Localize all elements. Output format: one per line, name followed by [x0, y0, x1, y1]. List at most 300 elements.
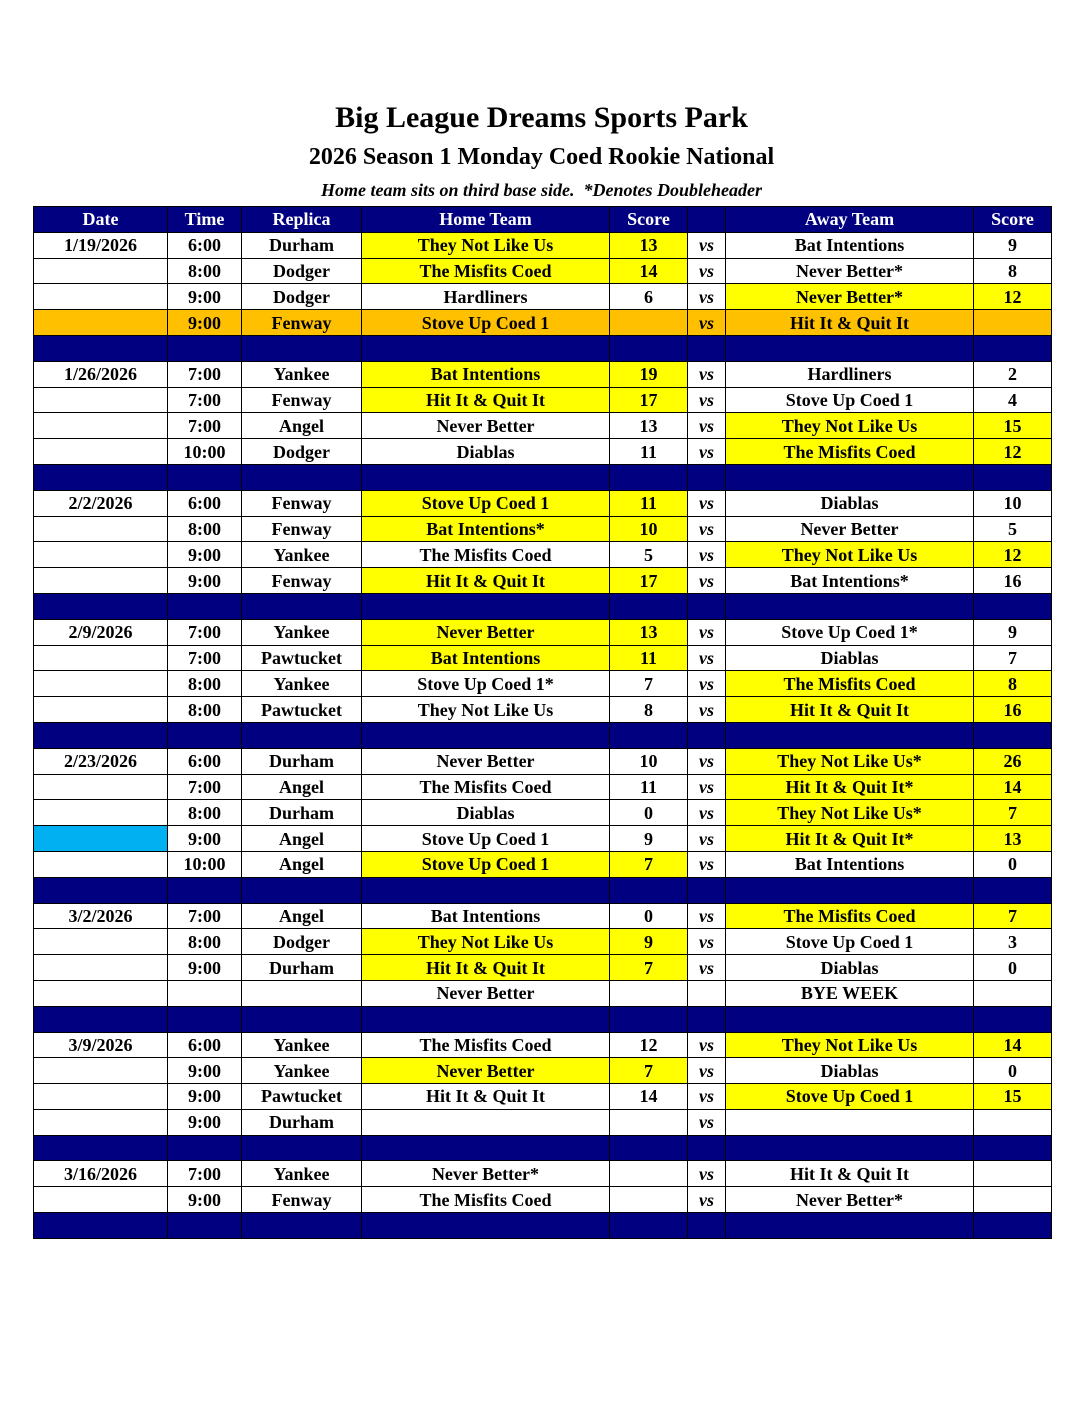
date-cell [34, 929, 168, 955]
table-row [34, 310, 1052, 336]
date-cell [34, 387, 168, 413]
home-score-cell [610, 1187, 688, 1213]
separator-cell [726, 335, 974, 361]
away-score-cell: 9 [974, 619, 1052, 645]
time-cell: 7:00 [168, 619, 242, 645]
replica-cell: Dodger [242, 284, 362, 310]
home-team-cell: Never Better [362, 1058, 610, 1084]
separator-cell [168, 722, 242, 748]
time-cell: 9:00 [168, 284, 242, 310]
vs-cell: vs [688, 826, 726, 852]
vs-cell: vs [688, 361, 726, 387]
table-header-row [34, 207, 1052, 233]
away-score-cell: 8 [974, 258, 1052, 284]
replica-cell: Dodger [242, 439, 362, 465]
away-score-cell: 12 [974, 439, 1052, 465]
time-cell: 9:00 [168, 1187, 242, 1213]
separator-cell [688, 593, 726, 619]
time-cell: 9:00 [168, 568, 242, 594]
table-row [34, 748, 1052, 774]
page-title: Big League Dreams Sports Park [335, 101, 748, 134]
date-cell: 3/9/2026 [34, 1032, 168, 1058]
time-cell: 8:00 [168, 929, 242, 955]
table-row [34, 516, 1052, 542]
away-score-cell: 0 [974, 851, 1052, 877]
replica-cell [242, 980, 362, 1006]
away-team-cell: Hit It & Quit It [726, 310, 974, 336]
home-score-cell: 7 [610, 851, 688, 877]
separator-cell [726, 464, 974, 490]
separator-cell [688, 877, 726, 903]
replica-cell: Yankee [242, 671, 362, 697]
vs-cell: vs [688, 645, 726, 671]
home-team-cell: Diablas [362, 439, 610, 465]
date-cell: 1/19/2026 [34, 232, 168, 258]
away-score-cell: 13 [974, 826, 1052, 852]
separator-cell [242, 722, 362, 748]
home-team-cell: They Not Like Us [362, 929, 610, 955]
vs-cell: vs [688, 619, 726, 645]
separator-row [34, 1213, 1052, 1239]
vs-cell: vs [688, 284, 726, 310]
separator-cell [34, 1006, 168, 1032]
replica-cell: Yankee [242, 542, 362, 568]
time-cell: 7:00 [168, 903, 242, 929]
vs-cell: vs [688, 490, 726, 516]
away-team-cell: Hit It & Quit It [726, 697, 974, 723]
replica-cell: Angel [242, 826, 362, 852]
away-team-cell: Hit It & Quit It [726, 1161, 974, 1187]
separator-cell [974, 464, 1052, 490]
table-row [34, 697, 1052, 723]
separator-row [34, 877, 1052, 903]
table-row [34, 284, 1052, 310]
separator-cell [688, 1213, 726, 1239]
vs-cell: vs [688, 929, 726, 955]
replica-cell: Fenway [242, 1187, 362, 1213]
separator-cell [34, 335, 168, 361]
date-cell [34, 413, 168, 439]
time-cell: 9:00 [168, 1109, 242, 1135]
table-row [34, 851, 1052, 877]
time-cell: 7:00 [168, 774, 242, 800]
away-team-cell: The Misfits Coed [726, 439, 974, 465]
separator-cell [974, 1006, 1052, 1032]
separator-cell [362, 1135, 610, 1161]
date-cell [34, 955, 168, 981]
home-team-cell: Bat Intentions [362, 903, 610, 929]
separator-row [34, 335, 1052, 361]
header-away-team: Away Team [726, 207, 974, 233]
away-team-cell: The Misfits Coed [726, 671, 974, 697]
table-row [34, 826, 1052, 852]
replica-cell: Angel [242, 851, 362, 877]
date-cell [34, 258, 168, 284]
away-score-cell [974, 1161, 1052, 1187]
away-score-cell: 7 [974, 903, 1052, 929]
separator-cell [362, 722, 610, 748]
separator-cell [168, 593, 242, 619]
vs-cell: vs [688, 697, 726, 723]
date-cell: 3/2/2026 [34, 903, 168, 929]
vs-cell: vs [688, 851, 726, 877]
home-score-cell: 12 [610, 1032, 688, 1058]
vs-cell: vs [688, 955, 726, 981]
separator-cell [610, 1006, 688, 1032]
separator-cell [168, 335, 242, 361]
vs-cell: vs [688, 310, 726, 336]
table-row [34, 774, 1052, 800]
home-score-cell: 13 [610, 232, 688, 258]
home-score-cell: 0 [610, 800, 688, 826]
home-team-cell: The Misfits Coed [362, 258, 610, 284]
separator-cell [726, 877, 974, 903]
away-score-cell: 10 [974, 490, 1052, 516]
date-cell [34, 310, 168, 336]
away-score-cell: 16 [974, 568, 1052, 594]
home-score-cell: 0 [610, 903, 688, 929]
home-score-cell: 7 [610, 671, 688, 697]
vs-cell: vs [688, 1058, 726, 1084]
away-team-cell: Never Better* [726, 284, 974, 310]
away-team-cell: Stove Up Coed 1 [726, 1084, 974, 1110]
vs-cell: vs [688, 1084, 726, 1110]
separator-row [34, 593, 1052, 619]
separator-cell [726, 593, 974, 619]
date-cell [34, 671, 168, 697]
separator-cell [168, 464, 242, 490]
separator-cell [242, 1135, 362, 1161]
replica-cell: Fenway [242, 490, 362, 516]
replica-cell: Yankee [242, 361, 362, 387]
table-row [34, 903, 1052, 929]
header-date: Date [34, 207, 168, 233]
replica-cell: Angel [242, 903, 362, 929]
table-row [34, 1187, 1052, 1213]
replica-cell: Dodger [242, 258, 362, 284]
time-cell: 7:00 [168, 361, 242, 387]
table-row [34, 619, 1052, 645]
separator-cell [974, 722, 1052, 748]
separator-row [34, 722, 1052, 748]
home-score-cell: 6 [610, 284, 688, 310]
separator-cell [610, 335, 688, 361]
table-row [34, 387, 1052, 413]
table-row [34, 568, 1052, 594]
schedule-note: Home team sits on third base side. *Denotes Doubleheader [321, 180, 762, 200]
table-row [34, 361, 1052, 387]
separator-cell [34, 464, 168, 490]
away-team-cell: They Not Like Us* [726, 800, 974, 826]
time-cell: 8:00 [168, 800, 242, 826]
date-cell [34, 542, 168, 568]
table-row [34, 258, 1052, 284]
away-score-cell: 0 [974, 955, 1052, 981]
vs-cell [688, 980, 726, 1006]
home-score-cell: 11 [610, 439, 688, 465]
separator-cell [974, 1135, 1052, 1161]
away-score-cell: 0 [974, 1058, 1052, 1084]
date-cell: 3/16/2026 [34, 1161, 168, 1187]
time-cell [168, 980, 242, 1006]
away-score-cell: 26 [974, 748, 1052, 774]
separator-cell [168, 1135, 242, 1161]
home-team-cell: Bat Intentions [362, 645, 610, 671]
vs-cell: vs [688, 774, 726, 800]
separator-cell [34, 593, 168, 619]
home-team-cell: Hit It & Quit It [362, 1084, 610, 1110]
replica-cell: Fenway [242, 568, 362, 594]
header-away-score: Score [974, 207, 1052, 233]
away-team-cell: Bat Intentions* [726, 568, 974, 594]
table-row [34, 542, 1052, 568]
home-team-cell: Stove Up Coed 1 [362, 490, 610, 516]
separator-cell [688, 1006, 726, 1032]
home-score-cell [610, 1161, 688, 1187]
time-cell: 9:00 [168, 542, 242, 568]
home-team-cell: Hit It & Quit It [362, 955, 610, 981]
home-score-cell: 13 [610, 413, 688, 439]
page-subtitle: 2026 Season 1 Monday Coed Rookie National [308, 144, 775, 170]
away-score-cell: 9 [974, 232, 1052, 258]
separator-cell [610, 722, 688, 748]
separator-row [34, 1006, 1052, 1032]
schedule-table [33, 206, 1052, 1239]
separator-cell [168, 877, 242, 903]
separator-cell [242, 593, 362, 619]
date-cell [34, 1109, 168, 1135]
vs-cell: vs [688, 413, 726, 439]
vs-cell: vs [688, 258, 726, 284]
time-cell: 7:00 [168, 1161, 242, 1187]
vs-cell: vs [688, 748, 726, 774]
table-row [34, 1058, 1052, 1084]
date-cell [34, 568, 168, 594]
away-team-cell: BYE WEEK [726, 980, 974, 1006]
date-cell [34, 826, 168, 852]
replica-cell: Durham [242, 955, 362, 981]
away-score-cell [974, 1187, 1052, 1213]
table-row [34, 1084, 1052, 1110]
home-team-cell: Bat Intentions* [362, 516, 610, 542]
time-cell: 8:00 [168, 516, 242, 542]
home-team-cell: The Misfits Coed [362, 1187, 610, 1213]
replica-cell: Dodger [242, 929, 362, 955]
date-cell [34, 800, 168, 826]
date-cell [34, 980, 168, 1006]
vs-cell: vs [688, 232, 726, 258]
home-team-cell: Stove Up Coed 1* [362, 671, 610, 697]
away-team-cell: Bat Intentions [726, 851, 974, 877]
date-cell [34, 1058, 168, 1084]
header-time: Time [168, 207, 242, 233]
away-score-cell [974, 980, 1052, 1006]
header-home-team: Home Team [362, 207, 610, 233]
away-score-cell [974, 310, 1052, 336]
separator-cell [242, 1213, 362, 1239]
home-score-cell: 17 [610, 568, 688, 594]
time-cell: 7:00 [168, 387, 242, 413]
separator-cell [610, 464, 688, 490]
table-row [34, 645, 1052, 671]
home-team-cell: They Not Like Us [362, 232, 610, 258]
date-cell [34, 1187, 168, 1213]
away-score-cell: 15 [974, 413, 1052, 439]
home-score-cell: 11 [610, 645, 688, 671]
home-team-cell: The Misfits Coed [362, 1032, 610, 1058]
away-team-cell: Diablas [726, 1058, 974, 1084]
replica-cell: Durham [242, 232, 362, 258]
time-cell: 9:00 [168, 955, 242, 981]
home-score-cell [610, 310, 688, 336]
separator-cell [362, 1006, 610, 1032]
replica-cell: Durham [242, 1109, 362, 1135]
date-cell: 2/23/2026 [34, 748, 168, 774]
vs-cell: vs [688, 671, 726, 697]
away-score-cell: 4 [974, 387, 1052, 413]
replica-cell: Yankee [242, 1161, 362, 1187]
replica-cell: Fenway [242, 387, 362, 413]
home-score-cell: 7 [610, 955, 688, 981]
home-score-cell: 9 [610, 929, 688, 955]
time-cell: 8:00 [168, 697, 242, 723]
time-cell: 7:00 [168, 645, 242, 671]
away-score-cell: 5 [974, 516, 1052, 542]
replica-cell: Durham [242, 748, 362, 774]
date-cell [34, 697, 168, 723]
separator-cell [726, 1006, 974, 1032]
table-row [34, 671, 1052, 697]
replica-cell: Pawtucket [242, 645, 362, 671]
time-cell: 9:00 [168, 826, 242, 852]
home-team-cell: Never Better [362, 619, 610, 645]
vs-cell: vs [688, 1161, 726, 1187]
separator-cell [362, 1213, 610, 1239]
separator-row [34, 1135, 1052, 1161]
away-score-cell: 3 [974, 929, 1052, 955]
separator-cell [34, 1213, 168, 1239]
away-team-cell: Hardliners [726, 361, 974, 387]
time-cell: 9:00 [168, 310, 242, 336]
away-score-cell: 7 [974, 645, 1052, 671]
header-vs [688, 207, 726, 233]
home-score-cell: 11 [610, 490, 688, 516]
away-team-cell: The Misfits Coed [726, 903, 974, 929]
vs-cell: vs [688, 439, 726, 465]
away-team-cell: Diablas [726, 955, 974, 981]
separator-cell [168, 1006, 242, 1032]
replica-cell: Yankee [242, 1032, 362, 1058]
away-team-cell: Bat Intentions [726, 232, 974, 258]
separator-cell [688, 335, 726, 361]
time-cell: 7:00 [168, 413, 242, 439]
away-team-cell: Never Better* [726, 258, 974, 284]
away-team-cell: Stove Up Coed 1* [726, 619, 974, 645]
away-team-cell: Never Better* [726, 1187, 974, 1213]
away-team-cell [726, 1109, 974, 1135]
vs-cell: vs [688, 1109, 726, 1135]
separator-cell [688, 1135, 726, 1161]
home-team-cell: Bat Intentions [362, 361, 610, 387]
separator-cell [726, 1213, 974, 1239]
replica-cell: Angel [242, 774, 362, 800]
home-score-cell: 7 [610, 1058, 688, 1084]
away-team-cell: They Not Like Us* [726, 748, 974, 774]
separator-cell [168, 1213, 242, 1239]
away-team-cell: Diablas [726, 490, 974, 516]
away-score-cell: 12 [974, 284, 1052, 310]
date-cell [34, 774, 168, 800]
separator-cell [34, 722, 168, 748]
separator-cell [362, 877, 610, 903]
separator-cell [974, 593, 1052, 619]
home-score-cell: 17 [610, 387, 688, 413]
table-row [34, 413, 1052, 439]
replica-cell: Yankee [242, 619, 362, 645]
vs-cell: vs [688, 1032, 726, 1058]
table-row [34, 1161, 1052, 1187]
away-score-cell [974, 1109, 1052, 1135]
home-team-cell: Never Better [362, 980, 610, 1006]
away-team-cell: They Not Like Us [726, 1032, 974, 1058]
date-cell [34, 516, 168, 542]
date-cell [34, 439, 168, 465]
home-team-cell: Never Better [362, 748, 610, 774]
date-cell [34, 645, 168, 671]
home-team-cell: Never Better [362, 413, 610, 439]
home-score-cell: 5 [610, 542, 688, 568]
away-team-cell: Hit It & Quit It* [726, 774, 974, 800]
home-score-cell: 14 [610, 1084, 688, 1110]
home-score-cell: 8 [610, 697, 688, 723]
away-score-cell: 12 [974, 542, 1052, 568]
vs-cell: vs [688, 387, 726, 413]
away-team-cell: Stove Up Coed 1 [726, 387, 974, 413]
table-row [34, 439, 1052, 465]
separator-cell [362, 335, 610, 361]
date-cell [34, 1084, 168, 1110]
home-team-cell: The Misfits Coed [362, 774, 610, 800]
separator-cell [726, 1135, 974, 1161]
separator-cell [34, 1135, 168, 1161]
vs-cell: vs [688, 542, 726, 568]
time-cell: 9:00 [168, 1084, 242, 1110]
home-team-cell: Hit It & Quit It [362, 387, 610, 413]
home-team-cell: The Misfits Coed [362, 542, 610, 568]
time-cell: 10:00 [168, 851, 242, 877]
replica-cell: Pawtucket [242, 697, 362, 723]
time-cell: 8:00 [168, 671, 242, 697]
separator-row [34, 464, 1052, 490]
away-team-cell: Stove Up Coed 1 [726, 929, 974, 955]
replica-cell: Fenway [242, 516, 362, 542]
away-team-cell: Never Better [726, 516, 974, 542]
table-row [34, 980, 1052, 1006]
separator-cell [726, 722, 974, 748]
separator-cell [242, 1006, 362, 1032]
table-row [34, 929, 1052, 955]
vs-cell: vs [688, 800, 726, 826]
home-score-cell: 10 [610, 516, 688, 542]
away-score-cell: 15 [974, 1084, 1052, 1110]
time-cell: 6:00 [168, 232, 242, 258]
replica-cell: Angel [242, 413, 362, 439]
home-score-cell: 13 [610, 619, 688, 645]
date-cell [34, 851, 168, 877]
vs-cell: vs [688, 1187, 726, 1213]
replica-cell: Durham [242, 800, 362, 826]
table-row [34, 1109, 1052, 1135]
